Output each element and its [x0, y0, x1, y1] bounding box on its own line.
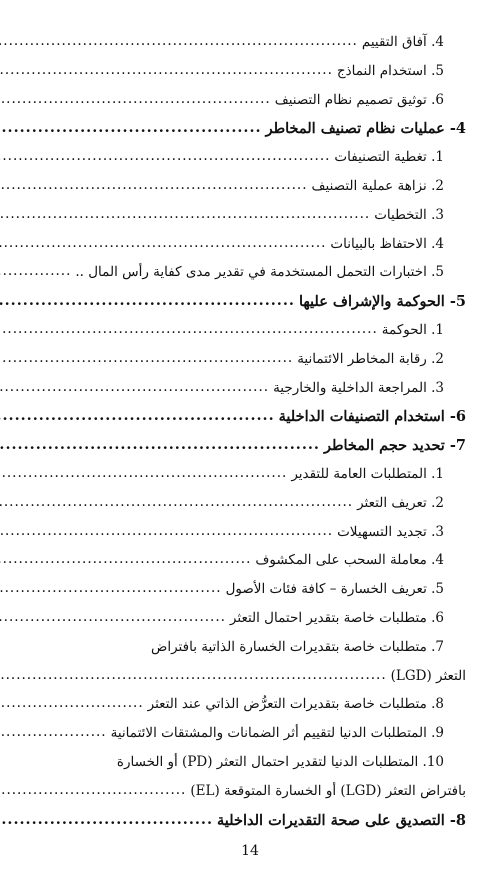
toc-entry-title: 9. المتطلبات الدنيا لتقييم أثر الضمانات والمشتقات الائتمانية [110, 725, 444, 742]
toc-entry-title: 3. تجديد التسهيلات [337, 523, 444, 540]
toc-entry-title: 10. المتطلبات الدنيا لتقدير احتمال التعثر (PD) أو الخسارة [116, 753, 444, 770]
toc-entry-row[interactable] [30, 466, 466, 495]
dot-leader [0, 580, 222, 596]
dot-leader [0, 292, 295, 309]
toc-entry-row[interactable] [30, 725, 466, 754]
toc-entry-title: 5. اختبارات التحمل المستخدمة في تقدير مدى كفاية رأس المال .. [75, 264, 444, 281]
dot-leader [0, 551, 251, 567]
toc-entry-row[interactable] [30, 63, 466, 92]
dot-leader [0, 33, 358, 49]
toc-entry-title: 4. الاحتفاظ بالبيانات [330, 235, 444, 252]
dot-leader [0, 407, 275, 424]
toc-entry-title: 5. تعريف الخسارة – كافة فئات الأصول [225, 581, 444, 598]
toc-entry-title: 4- عمليات نظام تصنيف المخاطر [265, 120, 466, 138]
dot-leader [0, 379, 269, 395]
toc-entry-title: 4. معاملة السحب على المكشوف [255, 552, 444, 569]
toc-entry-row[interactable] [30, 696, 466, 725]
toc-section-row[interactable] [30, 120, 466, 149]
toc-entry-title: 1. الحوكمة [381, 321, 444, 338]
dot-leader [0, 91, 271, 107]
toc-entry-row[interactable] [30, 207, 466, 236]
toc-entry-row[interactable] [30, 639, 466, 668]
toc-entry-title: 7- تحديد حجم المخاطر [323, 437, 466, 455]
toc-entry-title: 3. التخطيات [374, 206, 444, 223]
toc-entry-title: 4. آفاق التقييم [361, 34, 444, 50]
toc-section-row[interactable] [30, 812, 466, 841]
toc-entry-row[interactable] [30, 34, 466, 63]
toc-entry-row[interactable] [30, 495, 466, 524]
dot-leader [0, 523, 333, 539]
toc-entry-row[interactable] [30, 92, 466, 121]
dot-leader [0, 62, 333, 78]
toc-entry-title: 6. توثيق تصميم نظام التصنيف [274, 91, 444, 108]
toc-entry-title: التعثر (LGD) [390, 667, 466, 684]
toc-entry-title: 1. المتطلبات العامة للتقدير [291, 465, 444, 482]
dot-leader [0, 609, 226, 625]
dot-leader [0, 235, 326, 251]
toc-entry-row[interactable] [30, 524, 466, 553]
dot-leader [0, 350, 293, 366]
dot-leader [0, 177, 308, 193]
dot-leader [0, 148, 330, 164]
dot-leader [0, 465, 287, 481]
toc-entry-title: 2. نزاهة عملية التصنيف [311, 177, 444, 194]
toc-entry-title: 1. تغطية التصنيفات [334, 149, 444, 166]
toc-entry-row[interactable] [30, 322, 466, 351]
toc-entry-title: 2. تعريف التعثر [357, 494, 444, 511]
toc-entry-title: 5. استخدام النماذج [336, 62, 444, 79]
toc-entry-row[interactable] [30, 264, 466, 293]
toc-entry-title: بافتراض التعثر (LGD) أو الخسارة المتوقعة (EL) [190, 782, 466, 799]
toc-section-row[interactable] [30, 437, 466, 466]
toc-entry-row[interactable] [30, 668, 466, 697]
toc-entry-title: 3. المراجعة الداخلية والخارجية [273, 379, 444, 396]
toc-entry-title: 6. متطلبات خاصة بتقدير احتمال التعثر [229, 609, 444, 626]
toc-entry-title: 6- استخدام التصنيفات الداخلية [278, 408, 466, 426]
table-of-contents [30, 34, 466, 840]
dot-leader [0, 436, 320, 453]
toc-entry-title: 7. متطلبات خاصة بتقديرات الخسارة الذاتية بافتراض [151, 638, 444, 655]
dot-leader [0, 667, 387, 683]
toc-entry-title: 8- التصديق على صحة التقديرات الداخلية [217, 811, 466, 829]
dot-leader [0, 695, 144, 711]
toc-section-row[interactable] [30, 293, 466, 322]
toc-entry-title: 5- الحوكمة والإشراف عليها [298, 293, 466, 311]
dot-leader [0, 494, 353, 510]
page-number: 14 [241, 843, 259, 859]
toc-section-row[interactable] [30, 408, 466, 437]
toc-entry-row[interactable] [30, 149, 466, 178]
toc-entry-row[interactable] [30, 754, 466, 783]
dot-leader [0, 263, 71, 279]
toc-entry-title: 2. رقابة المخاطر الائتمانية [297, 350, 444, 367]
toc-entry-row[interactable] [30, 236, 466, 265]
dot-leader [0, 119, 262, 136]
dot-leader [0, 321, 378, 337]
dot-leader [0, 811, 213, 828]
toc-entry-row[interactable] [30, 783, 466, 812]
toc-entry-row[interactable] [30, 581, 466, 610]
dot-leader [0, 782, 186, 798]
dot-leader [0, 724, 107, 740]
toc-entry-row[interactable] [30, 178, 466, 207]
toc-entry-row[interactable] [30, 610, 466, 639]
dot-leader [0, 206, 370, 222]
toc-entry-row[interactable] [30, 552, 466, 581]
toc-entry-title: 8. متطلبات خاصة بتقديرات التعرُّض الذاتي عند التعثر [147, 696, 444, 713]
toc-entry-row[interactable] [30, 380, 466, 409]
toc-entry-row[interactable] [30, 351, 466, 380]
